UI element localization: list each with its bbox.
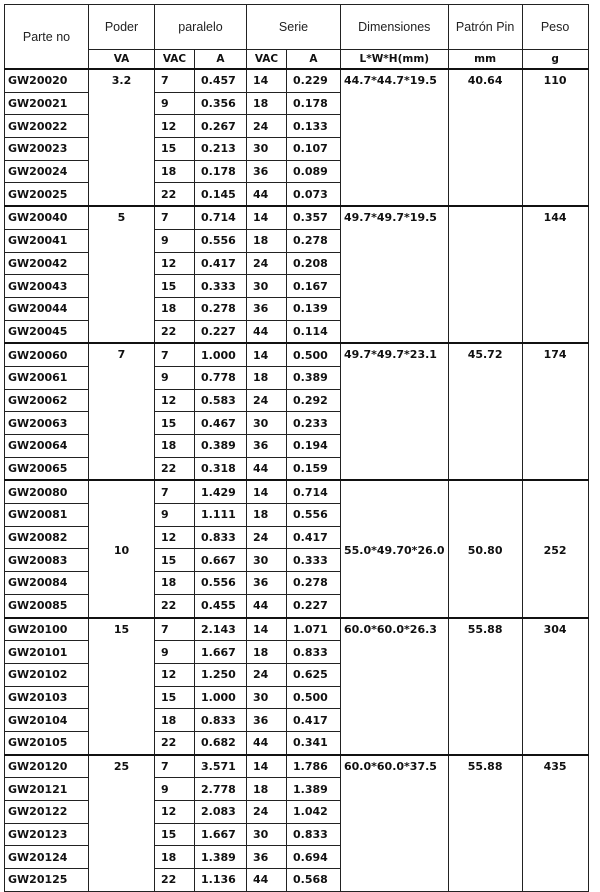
series-vac-cell: 18 bbox=[247, 778, 287, 801]
part-number-cell: GW20083 bbox=[5, 549, 89, 572]
series-a-cell: 0.292 bbox=[287, 389, 341, 412]
parallel-vac-cell: 18 bbox=[155, 846, 195, 869]
parallel-vac-cell: 12 bbox=[155, 115, 195, 138]
series-a-cell: 0.833 bbox=[287, 823, 341, 846]
series-a-cell: 0.178 bbox=[287, 92, 341, 115]
parallel-a-cell: 0.457 bbox=[195, 69, 247, 92]
series-a-cell: 0.229 bbox=[287, 69, 341, 92]
series-a-cell: 1.042 bbox=[287, 801, 341, 824]
parallel-vac-cell: 7 bbox=[155, 480, 195, 503]
parallel-a-cell: 1.250 bbox=[195, 663, 247, 686]
part-number-cell: GW20020 bbox=[5, 69, 89, 92]
parallel-a-cell: 0.833 bbox=[195, 526, 247, 549]
parallel-a-cell: 1.667 bbox=[195, 823, 247, 846]
parallel-a-cell: 1.389 bbox=[195, 846, 247, 869]
part-number-cell: GW20040 bbox=[5, 206, 89, 229]
parallel-vac-cell: 9 bbox=[155, 778, 195, 801]
series-a-cell: 0.208 bbox=[287, 252, 341, 275]
parallel-vac-cell: 7 bbox=[155, 755, 195, 778]
series-vac-cell: 36 bbox=[247, 846, 287, 869]
series-a-cell: 0.073 bbox=[287, 183, 341, 206]
series-a-cell: 0.417 bbox=[287, 526, 341, 549]
series-vac-cell: 24 bbox=[247, 663, 287, 686]
pin-pattern-cell: 40.64 bbox=[448, 69, 522, 206]
part-number-cell: GW20021 bbox=[5, 92, 89, 115]
parallel-vac-cell: 18 bbox=[155, 435, 195, 458]
pin-pattern-cell: 55.88 bbox=[448, 755, 522, 892]
part-number-cell: GW20102 bbox=[5, 663, 89, 686]
series-vac-cell: 36 bbox=[247, 297, 287, 320]
parallel-a-cell: 0.556 bbox=[195, 229, 247, 252]
parallel-vac-cell: 12 bbox=[155, 252, 195, 275]
part-number-cell: GW20025 bbox=[5, 183, 89, 206]
series-vac-cell: 24 bbox=[247, 389, 287, 412]
series-vac-cell: 44 bbox=[247, 594, 287, 617]
series-a-cell: 0.233 bbox=[287, 412, 341, 435]
dimensions-cell: 55.0*49.70*26.0 bbox=[341, 480, 449, 617]
dimensions-cell: 60.0*60.0*37.5 bbox=[341, 755, 449, 892]
parallel-a-cell: 0.833 bbox=[195, 709, 247, 732]
weight-cell: 252 bbox=[522, 480, 588, 617]
series-a-cell: 0.556 bbox=[287, 504, 341, 527]
series-a-cell: 1.071 bbox=[287, 618, 341, 641]
parallel-a-cell: 0.778 bbox=[195, 366, 247, 389]
series-vac-cell: 24 bbox=[247, 801, 287, 824]
series-vac-cell: 36 bbox=[247, 709, 287, 732]
pin-pattern-cell: 45.72 bbox=[448, 343, 522, 480]
header-dimensiones: Dimensiones bbox=[341, 5, 449, 50]
unit-paralelo-a: A bbox=[195, 50, 247, 70]
header-peso: Peso bbox=[522, 5, 588, 50]
series-vac-cell: 30 bbox=[247, 549, 287, 572]
pin-pattern-cell bbox=[448, 206, 522, 343]
series-vac-cell: 24 bbox=[247, 526, 287, 549]
series-vac-cell: 14 bbox=[247, 343, 287, 366]
series-a-cell: 0.333 bbox=[287, 549, 341, 572]
parallel-a-cell: 0.178 bbox=[195, 160, 247, 183]
parallel-a-cell: 1.000 bbox=[195, 686, 247, 709]
pin-pattern-cell: 50.80 bbox=[448, 480, 522, 617]
series-vac-cell: 14 bbox=[247, 618, 287, 641]
series-a-cell: 0.167 bbox=[287, 275, 341, 298]
parallel-a-cell: 0.333 bbox=[195, 275, 247, 298]
series-a-cell: 0.417 bbox=[287, 709, 341, 732]
parallel-a-cell: 2.778 bbox=[195, 778, 247, 801]
series-vac-cell: 36 bbox=[247, 160, 287, 183]
series-a-cell: 0.227 bbox=[287, 594, 341, 617]
parallel-a-cell: 0.389 bbox=[195, 435, 247, 458]
part-number-cell: GW20081 bbox=[5, 504, 89, 527]
power-va-cell: 10 bbox=[89, 480, 155, 617]
parallel-vac-cell: 22 bbox=[155, 731, 195, 754]
unit-peso: g bbox=[522, 50, 588, 70]
unit-serie-vac: VAC bbox=[247, 50, 287, 70]
unit-paralelo-vac: VAC bbox=[155, 50, 195, 70]
part-number-cell: GW20042 bbox=[5, 252, 89, 275]
parallel-vac-cell: 15 bbox=[155, 138, 195, 161]
table-row bbox=[5, 69, 589, 92]
parallel-vac-cell: 15 bbox=[155, 686, 195, 709]
series-vac-cell: 18 bbox=[247, 92, 287, 115]
part-number-cell: GW20080 bbox=[5, 480, 89, 503]
header-poder: Poder bbox=[89, 5, 155, 50]
part-number-cell: GW20041 bbox=[5, 229, 89, 252]
parallel-a-cell: 2.143 bbox=[195, 618, 247, 641]
parallel-vac-cell: 18 bbox=[155, 297, 195, 320]
weight-cell: 304 bbox=[522, 618, 588, 755]
parallel-a-cell: 1.000 bbox=[195, 343, 247, 366]
part-number-cell: GW20022 bbox=[5, 115, 89, 138]
power-va-cell: 7 bbox=[89, 343, 155, 480]
weight-cell: 110 bbox=[522, 69, 588, 206]
parallel-vac-cell: 9 bbox=[155, 92, 195, 115]
parallel-a-cell: 0.583 bbox=[195, 389, 247, 412]
parallel-a-cell: 3.571 bbox=[195, 755, 247, 778]
part-number-cell: GW20103 bbox=[5, 686, 89, 709]
table-row bbox=[5, 755, 589, 778]
series-a-cell: 0.714 bbox=[287, 480, 341, 503]
series-a-cell: 0.625 bbox=[287, 663, 341, 686]
part-number-cell: GW20064 bbox=[5, 435, 89, 458]
parallel-vac-cell: 7 bbox=[155, 343, 195, 366]
series-a-cell: 0.500 bbox=[287, 686, 341, 709]
series-vac-cell: 44 bbox=[247, 320, 287, 343]
series-vac-cell: 44 bbox=[247, 731, 287, 754]
parallel-vac-cell: 22 bbox=[155, 869, 195, 892]
parallel-a-cell: 0.267 bbox=[195, 115, 247, 138]
parallel-a-cell: 0.278 bbox=[195, 297, 247, 320]
series-a-cell: 0.159 bbox=[287, 457, 341, 480]
series-a-cell: 0.133 bbox=[287, 115, 341, 138]
parallel-a-cell: 0.667 bbox=[195, 549, 247, 572]
series-vac-cell: 14 bbox=[247, 480, 287, 503]
series-a-cell: 0.500 bbox=[287, 343, 341, 366]
series-vac-cell: 36 bbox=[247, 435, 287, 458]
parallel-vac-cell: 9 bbox=[155, 229, 195, 252]
parallel-vac-cell: 7 bbox=[155, 618, 195, 641]
part-number-cell: GW20060 bbox=[5, 343, 89, 366]
parallel-vac-cell: 15 bbox=[155, 823, 195, 846]
part-number-cell: GW20121 bbox=[5, 778, 89, 801]
parallel-a-cell: 2.083 bbox=[195, 801, 247, 824]
part-number-cell: GW20104 bbox=[5, 709, 89, 732]
series-vac-cell: 30 bbox=[247, 823, 287, 846]
header-patron-pin: Patrón Pin bbox=[448, 5, 522, 50]
series-vac-cell: 24 bbox=[247, 115, 287, 138]
part-number-cell: GW20045 bbox=[5, 320, 89, 343]
parallel-vac-cell: 9 bbox=[155, 641, 195, 664]
unit-dimensiones: L*W*H(mm) bbox=[341, 50, 449, 70]
part-number-cell: GW20123 bbox=[5, 823, 89, 846]
dimensions-cell: 49.7*49.7*19.5 bbox=[341, 206, 449, 343]
parallel-vac-cell: 22 bbox=[155, 594, 195, 617]
parallel-vac-cell: 22 bbox=[155, 183, 195, 206]
parallel-a-cell: 0.145 bbox=[195, 183, 247, 206]
parallel-vac-cell: 12 bbox=[155, 526, 195, 549]
parallel-vac-cell: 15 bbox=[155, 275, 195, 298]
unit-va: VA bbox=[89, 50, 155, 70]
parallel-a-cell: 0.227 bbox=[195, 320, 247, 343]
parallel-vac-cell: 9 bbox=[155, 504, 195, 527]
weight-cell: 144 bbox=[522, 206, 588, 343]
series-vac-cell: 24 bbox=[247, 252, 287, 275]
series-a-cell: 0.089 bbox=[287, 160, 341, 183]
parallel-vac-cell: 12 bbox=[155, 663, 195, 686]
parallel-a-cell: 0.356 bbox=[195, 92, 247, 115]
series-a-cell: 0.568 bbox=[287, 869, 341, 892]
parallel-a-cell: 0.467 bbox=[195, 412, 247, 435]
series-vac-cell: 18 bbox=[247, 366, 287, 389]
dimensions-cell: 44.7*44.7*19.5 bbox=[341, 69, 449, 206]
parallel-vac-cell: 9 bbox=[155, 366, 195, 389]
part-number-cell: GW20044 bbox=[5, 297, 89, 320]
series-vac-cell: 30 bbox=[247, 412, 287, 435]
parallel-vac-cell: 22 bbox=[155, 457, 195, 480]
transformer-spec-table bbox=[4, 4, 589, 892]
table-row bbox=[5, 618, 589, 641]
series-a-cell: 0.107 bbox=[287, 138, 341, 161]
series-a-cell: 0.694 bbox=[287, 846, 341, 869]
parallel-a-cell: 0.714 bbox=[195, 206, 247, 229]
power-va-cell: 25 bbox=[89, 755, 155, 892]
series-vac-cell: 30 bbox=[247, 138, 287, 161]
series-vac-cell: 18 bbox=[247, 504, 287, 527]
series-a-cell: 0.278 bbox=[287, 229, 341, 252]
series-vac-cell: 44 bbox=[247, 183, 287, 206]
series-vac-cell: 18 bbox=[247, 229, 287, 252]
parallel-a-cell: 1.667 bbox=[195, 641, 247, 664]
series-vac-cell: 44 bbox=[247, 869, 287, 892]
parallel-vac-cell: 12 bbox=[155, 389, 195, 412]
power-va-cell: 3.2 bbox=[89, 69, 155, 206]
power-va-cell: 5 bbox=[89, 206, 155, 343]
part-number-cell: GW20100 bbox=[5, 618, 89, 641]
part-number-cell: GW20024 bbox=[5, 160, 89, 183]
series-a-cell: 0.833 bbox=[287, 641, 341, 664]
parallel-vac-cell: 22 bbox=[155, 320, 195, 343]
parallel-a-cell: 0.682 bbox=[195, 731, 247, 754]
series-vac-cell: 30 bbox=[247, 686, 287, 709]
parallel-vac-cell: 7 bbox=[155, 206, 195, 229]
parallel-vac-cell: 18 bbox=[155, 160, 195, 183]
part-number-cell: GW20125 bbox=[5, 869, 89, 892]
parallel-a-cell: 0.455 bbox=[195, 594, 247, 617]
parallel-vac-cell: 12 bbox=[155, 801, 195, 824]
parallel-vac-cell: 15 bbox=[155, 549, 195, 572]
power-va-cell: 15 bbox=[89, 618, 155, 755]
table-body bbox=[5, 69, 589, 891]
part-number-cell: GW20122 bbox=[5, 801, 89, 824]
pin-pattern-cell: 55.88 bbox=[448, 618, 522, 755]
series-a-cell: 1.389 bbox=[287, 778, 341, 801]
part-number-cell: GW20043 bbox=[5, 275, 89, 298]
part-number-cell: GW20062 bbox=[5, 389, 89, 412]
series-vac-cell: 44 bbox=[247, 457, 287, 480]
series-vac-cell: 14 bbox=[247, 69, 287, 92]
part-number-cell: GW20065 bbox=[5, 457, 89, 480]
parallel-a-cell: 1.111 bbox=[195, 504, 247, 527]
parallel-a-cell: 0.318 bbox=[195, 457, 247, 480]
series-vac-cell: 14 bbox=[247, 755, 287, 778]
series-a-cell: 0.139 bbox=[287, 297, 341, 320]
series-a-cell: 0.114 bbox=[287, 320, 341, 343]
series-vac-cell: 36 bbox=[247, 572, 287, 595]
part-number-cell: GW20061 bbox=[5, 366, 89, 389]
table-row bbox=[5, 480, 589, 503]
series-vac-cell: 30 bbox=[247, 275, 287, 298]
part-number-cell: GW20105 bbox=[5, 731, 89, 754]
parallel-vac-cell: 18 bbox=[155, 709, 195, 732]
part-number-cell: GW20063 bbox=[5, 412, 89, 435]
series-a-cell: 1.786 bbox=[287, 755, 341, 778]
series-a-cell: 0.194 bbox=[287, 435, 341, 458]
table-row bbox=[5, 206, 589, 229]
parallel-a-cell: 0.556 bbox=[195, 572, 247, 595]
series-a-cell: 0.341 bbox=[287, 731, 341, 754]
weight-cell: 174 bbox=[522, 343, 588, 480]
table-row bbox=[5, 343, 589, 366]
parallel-a-cell: 0.213 bbox=[195, 138, 247, 161]
part-number-cell: GW20124 bbox=[5, 846, 89, 869]
header-paralelo: paralelo bbox=[155, 5, 247, 50]
parallel-a-cell: 1.136 bbox=[195, 869, 247, 892]
part-number-cell: GW20023 bbox=[5, 138, 89, 161]
parallel-vac-cell: 18 bbox=[155, 572, 195, 595]
part-number-cell: GW20085 bbox=[5, 594, 89, 617]
part-number-cell: GW20082 bbox=[5, 526, 89, 549]
unit-serie-a: A bbox=[287, 50, 341, 70]
series-a-cell: 0.357 bbox=[287, 206, 341, 229]
dimensions-cell: 49.7*49.7*23.1 bbox=[341, 343, 449, 480]
part-number-cell: GW20120 bbox=[5, 755, 89, 778]
dimensions-cell: 60.0*60.0*26.3 bbox=[341, 618, 449, 755]
series-vac-cell: 14 bbox=[247, 206, 287, 229]
parallel-a-cell: 1.429 bbox=[195, 480, 247, 503]
header-parte-no: Parte no bbox=[5, 5, 89, 70]
weight-cell: 435 bbox=[522, 755, 588, 892]
series-a-cell: 0.278 bbox=[287, 572, 341, 595]
header-serie: Serie bbox=[247, 5, 341, 50]
part-number-cell: GW20101 bbox=[5, 641, 89, 664]
series-a-cell: 0.389 bbox=[287, 366, 341, 389]
unit-patron-pin: mm bbox=[448, 50, 522, 70]
series-vac-cell: 18 bbox=[247, 641, 287, 664]
parallel-a-cell: 0.417 bbox=[195, 252, 247, 275]
parallel-vac-cell: 7 bbox=[155, 69, 195, 92]
part-number-cell: GW20084 bbox=[5, 572, 89, 595]
parallel-vac-cell: 15 bbox=[155, 412, 195, 435]
